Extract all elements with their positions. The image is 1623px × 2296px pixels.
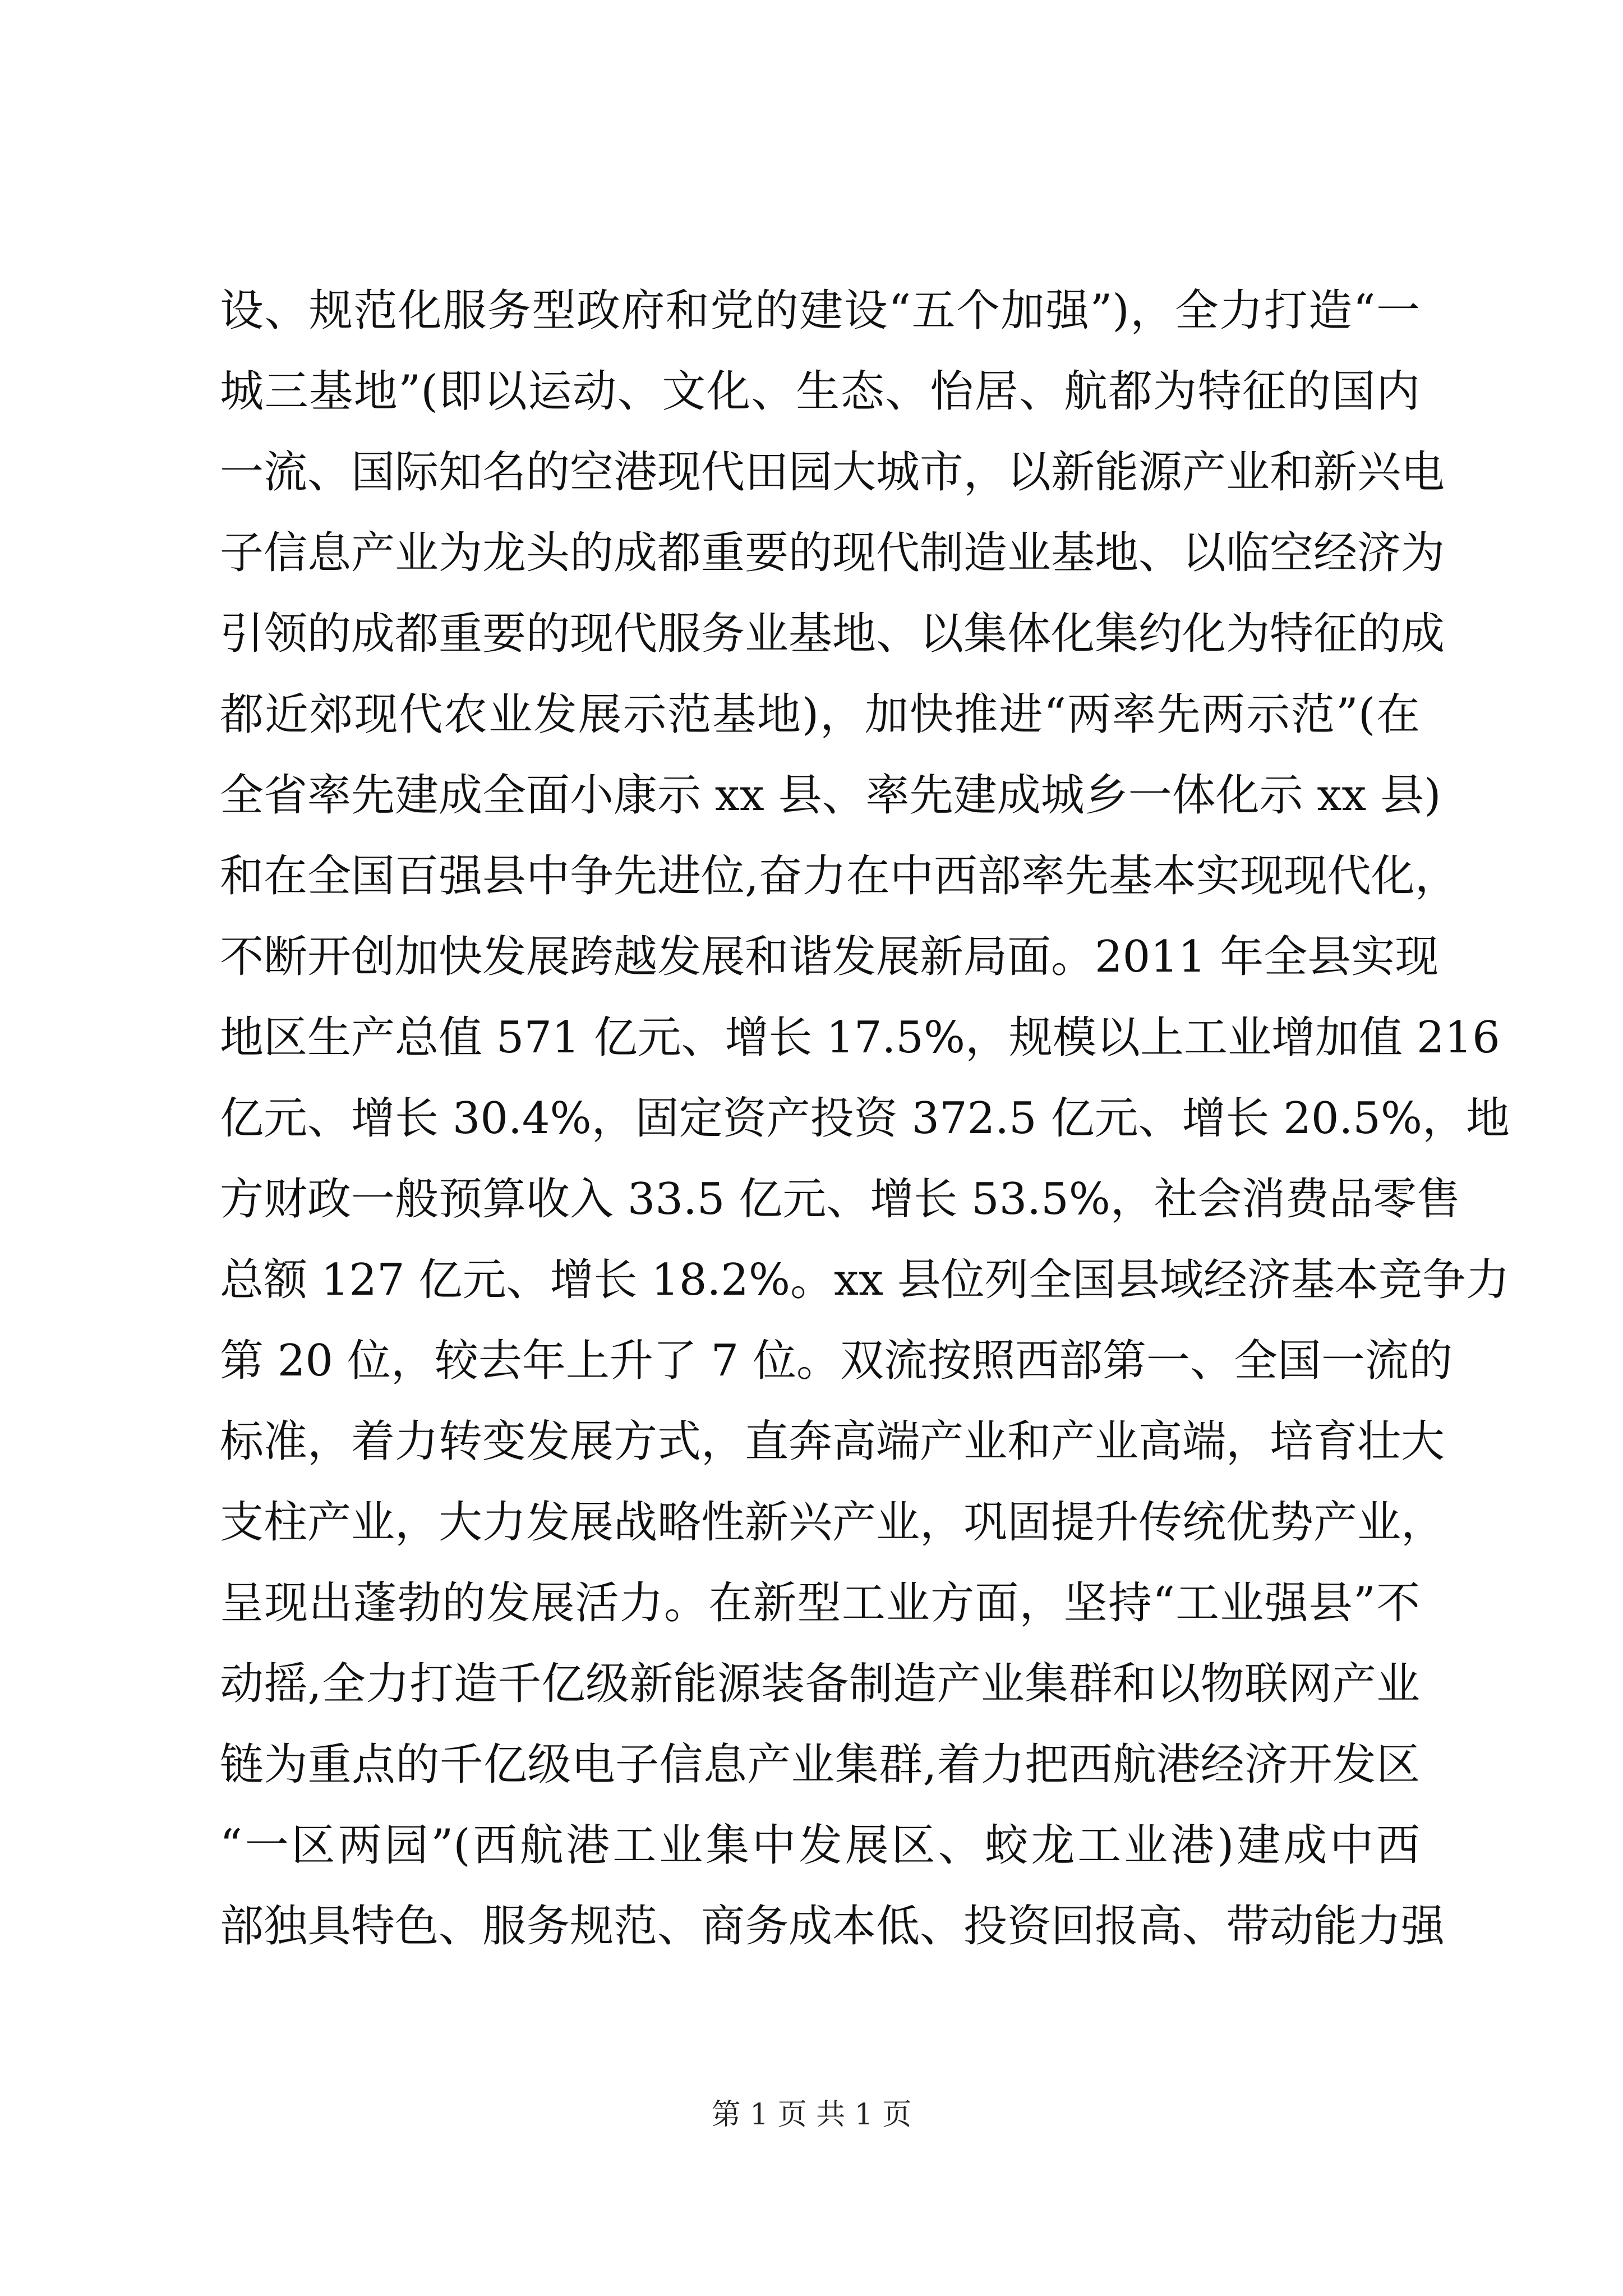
text-line: 第 20 位，较去年上升了 7 位。双流按照西部第一、全国一流的 [220, 1336, 1453, 1386]
text-line: 动摇,全力打造千亿级新能源装备制造产业集群和以物联网产业 [220, 1659, 1420, 1709]
text-line: 总额 127 亿元、增长 18.2%。xx 县位列全国县域经济基本竞争力 [220, 1255, 1510, 1305]
text-line: “一区两园”(西航港工业集中发展区、蛟龙工业港)建成中西 [220, 1820, 1420, 1871]
text-line: 城三基地”(即以运动、文化、生态、怡居、航都为特征的国内 [220, 366, 1420, 417]
text-line: 部独具特色、服务规范、商务成本低、投资回报高、带动能力强 [220, 1901, 1445, 1952]
page-footer: 第 1 页 共 1 页 [711, 2098, 912, 2132]
text-line: 地区生产总值 571 亿元、增长 17.5%，规模以上工业增加值 216 [220, 1013, 1500, 1063]
text-line: 亿元、增长 30.4%，固定资产投资 372.5 亿元、增长 20.5%，地 [220, 1093, 1510, 1144]
text-line: 引领的成都重要的现代服务业基地、以集体化集约化为特征的成 [220, 609, 1445, 659]
text-line: 呈现出蓬勃的发展活力。在新型工业方面，坚持“工业强县”不 [220, 1578, 1420, 1628]
text-line: 子信息产业为龙头的成都重要的现代制造业基地、以临空经济为 [220, 528, 1445, 578]
text-line: 一流、国际知名的空港现代田园大城市，以新能源产业和新兴电 [220, 447, 1445, 498]
text-line: 支柱产业，大力发展战略性新兴产业，巩固提升传统优势产业， [220, 1497, 1445, 1548]
body-text [220, 270, 1510, 1967]
text-line: 设、规范化服务型政府和党的建设“五个加强”)，全力打造“一 [220, 286, 1420, 336]
text-line: 不断开创加快发展跨越发展和谐发展新局面。2011 年全县实现 [220, 932, 1439, 982]
text-line: 方财政一般预算收入 33.5 亿元、增长 53.5%，社会消费品零售 [220, 1174, 1460, 1225]
text-line: 和在全国百强县中争先进位,奋力在中西部率先基本实现现代化， [220, 851, 1459, 901]
text-line: 链为重点的千亿级电子信息产业集群,着力把西航港经济开发区 [220, 1740, 1420, 1790]
text-line: 标准，着力转变发展方式，直奔高端产业和产业高端，培育壮大 [220, 1416, 1445, 1467]
text-line: 全省率先建成全面小康示 xx 县、率先建成城乡一体化示 xx 县) [220, 770, 1441, 821]
text-line: 都近郊现代农业发展示范基地)，加快推进“两率先两示范”(在 [220, 689, 1420, 740]
